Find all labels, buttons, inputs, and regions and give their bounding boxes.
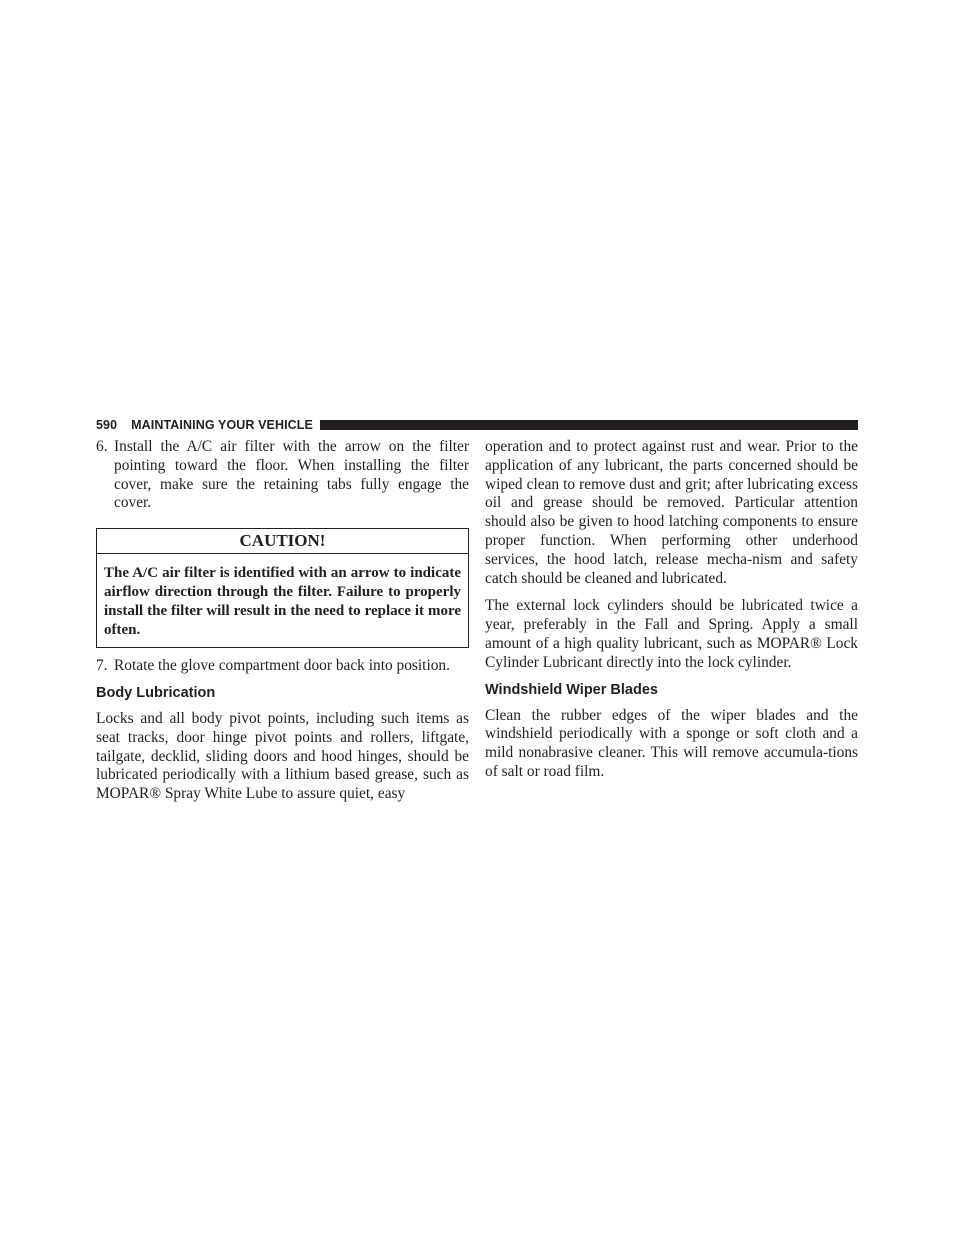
left-column bbox=[96, 438, 469, 804]
step-7-number: 7. bbox=[96, 657, 108, 675]
caution-body: The A/C air filter is identified with an arrow to indicate airflow direction through the filter. Failure to properly install the filter will result in the need to replace it more often. bbox=[104, 565, 461, 639]
page-header bbox=[96, 416, 858, 434]
step-7 bbox=[96, 657, 469, 676]
caution-title: CAUTION! bbox=[97, 529, 468, 554]
step-6 bbox=[96, 438, 469, 513]
body-lubrication-heading: Body Lubrication bbox=[96, 684, 216, 701]
lock-cylinder-paragraph: The external lock cylinders should be lubricated twice a year, preferably in the Fall and Spring. Apply a small amount of a high quality lubricant, such as MOPAR® Lock Cylinder Lubricant directly into the lock cylinder. bbox=[485, 597, 858, 671]
caution-box bbox=[96, 528, 469, 648]
windshield-wiper-heading: Windshield Wiper Blades bbox=[485, 681, 658, 698]
windshield-wiper-paragraph: Clean the rubber edges of the wiper blades and the windshield periodically with a sponge or soft cloth and a mild nonabrasive cleaner. This will remove accumula-tions of salt or road film. bbox=[485, 706, 858, 780]
section-title: MAINTAINING YOUR VEHICLE bbox=[131, 418, 313, 432]
body-lubrication-paragraph: Locks and all body pivot points, including such items as seat tracks, door hinge pivot points and rollers, liftgate, tailgate, decklid, sliding doors and hood hinges, should be lubricated periodically with a lithium based grease, such as MOPAR® Spray White Lube to assure quiet, easy bbox=[96, 709, 469, 803]
page-number: 590 bbox=[96, 418, 118, 432]
step-6-number: 6. bbox=[96, 438, 108, 455]
step-6-text: Install the A/C air filter with the arrow on the filter pointing toward the floor. When installing the filter cover, make sure the retaining tabs fully engage the cover. bbox=[114, 438, 469, 512]
step-7-text: Rotate the glove compartment door back into position. bbox=[114, 657, 450, 675]
lubrication-paragraph-continued: operation and to protect against rust and wear. Prior to the application of any lubricant, the parts concerned should be wiped clean to remove dust and grit; after lubricating excess oil and grease should be removed. Particular attention should also be given to hood latching components to ensure proper function. When performing other underhood services, the hood latch, release mecha-nism and safety catch should be cleaned and lubricated. bbox=[485, 438, 858, 587]
right-column bbox=[485, 438, 858, 782]
header-rule-bar bbox=[320, 420, 858, 430]
